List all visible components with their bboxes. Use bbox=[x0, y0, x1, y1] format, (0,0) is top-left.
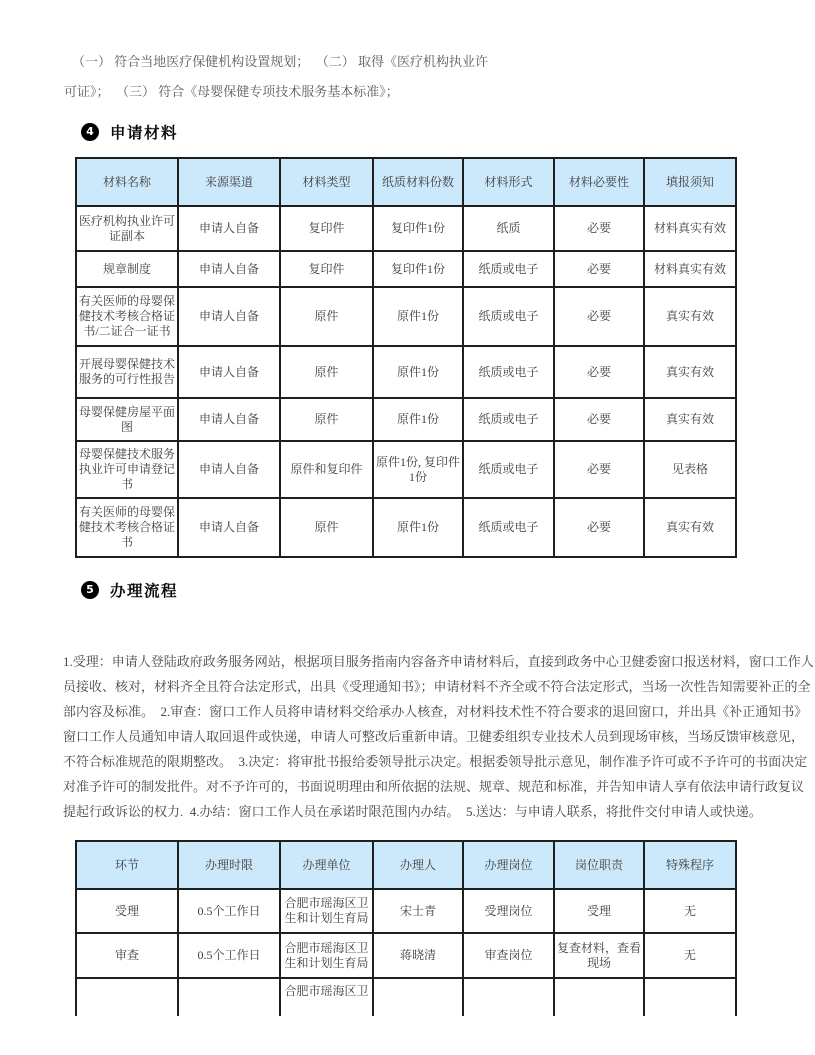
process-table-clip-region bbox=[75, 840, 739, 1016]
materials-table bbox=[75, 157, 737, 558]
intro-line: 可证》； （三） 符合《母婴保健专项技术服务基本标准》； bbox=[64, 84, 399, 99]
table-cell bbox=[463, 978, 554, 1016]
table-cell: 纸质或电子 bbox=[463, 398, 554, 441]
table-cell: 纸质 bbox=[463, 206, 554, 251]
table-cell: 原件 bbox=[280, 398, 373, 441]
table-cell: 申请人自备 bbox=[178, 287, 280, 346]
table-cell: 申请人自备 bbox=[178, 346, 280, 398]
table-row bbox=[76, 498, 736, 557]
section-heading-materials bbox=[81, 122, 178, 141]
process-description bbox=[63, 649, 815, 824]
table-row bbox=[76, 978, 736, 1016]
table-cell: 申请人自备 bbox=[178, 206, 280, 251]
table-cell: 复印件1份 bbox=[373, 206, 463, 251]
table-cell: 合肥市瑶海区卫生和计划生育局 bbox=[280, 933, 373, 978]
table-cell: 蒋晓清 bbox=[373, 933, 463, 978]
column-header: 特殊程序 bbox=[644, 841, 736, 889]
table-cell: 开展母婴保健技术服务的可行性报告 bbox=[76, 346, 178, 398]
table-cell: 真实有效 bbox=[644, 346, 736, 398]
table-cell: 见表格 bbox=[644, 441, 736, 498]
table-cell: 必要 bbox=[554, 206, 644, 251]
column-header: 环节 bbox=[76, 841, 178, 889]
column-header: 纸质材料份数 bbox=[373, 158, 463, 206]
column-header: 办理时限 bbox=[178, 841, 280, 889]
intro-paragraph bbox=[64, 47, 804, 107]
table-cell: 纸质或电子 bbox=[463, 441, 554, 498]
process-line: 不符合标准规范的限期整改。 3.决定：将审批书报给委领导批示决定。根据委领导批示意见，制作准予许可或不予许可的书面决定 bbox=[63, 754, 808, 769]
table-cell: 原件 bbox=[280, 287, 373, 346]
table-header-row bbox=[76, 158, 736, 206]
table-cell: 审查岗位 bbox=[463, 933, 554, 978]
table-cell: 纸质或电子 bbox=[463, 251, 554, 287]
table-cell: 材料真实有效 bbox=[644, 206, 736, 251]
section-title: 申请材料 bbox=[110, 124, 179, 142]
table-cell: 纸质或电子 bbox=[463, 498, 554, 557]
process-line: 员接收、核对，材料齐全且符合法定形式，出具《受理通知书》；申请材料不齐全或不符合法定形式，当场一次性告知需要补正的全 bbox=[63, 679, 811, 694]
table-cell: 原件和复印件 bbox=[280, 441, 373, 498]
table-cell: 纸质或电子 bbox=[463, 346, 554, 398]
table-cell: 0.5个工作日 bbox=[178, 889, 280, 933]
table-cell: 必要 bbox=[554, 498, 644, 557]
table-cell: 复印件 bbox=[280, 206, 373, 251]
table-cell: 复印件1份 bbox=[373, 251, 463, 287]
section-heading-process bbox=[81, 580, 178, 599]
table-cell: 必要 bbox=[554, 251, 644, 287]
column-header: 办理单位 bbox=[280, 841, 373, 889]
process-line: 对准予许可的制发批件。对不予许可的，书面说明理由和所依据的法规、规章、规范和标准，并告知申请人享有依法申请行政复议 bbox=[63, 779, 805, 794]
process-line: 1.受理：申请人登陆政府政务服务网站，根据项目服务指南内容备齐申请材料后，直接到政务中心卫健委窗口报送材料，窗口工作人 bbox=[63, 654, 814, 669]
table-row bbox=[76, 398, 736, 441]
table-cell: 医疗机构执业许可证副本 bbox=[76, 206, 178, 251]
table-cell: 母婴保健房屋平面图 bbox=[76, 398, 178, 441]
table-cell: 原件 bbox=[280, 346, 373, 398]
table-row bbox=[76, 251, 736, 287]
table-cell: 受理岗位 bbox=[463, 889, 554, 933]
process-table bbox=[75, 840, 737, 1016]
table-cell bbox=[644, 978, 736, 1016]
table-cell: 纸质或电子 bbox=[463, 287, 554, 346]
table-cell: 必要 bbox=[554, 441, 644, 498]
section-number-badge: 4 bbox=[81, 123, 99, 141]
table-cell bbox=[554, 978, 644, 1016]
table-cell: 合肥市瑶海区卫生和计划生育局 bbox=[280, 889, 373, 933]
table-cell: 申请人自备 bbox=[178, 498, 280, 557]
section-number-badge: 5 bbox=[81, 581, 99, 599]
column-header: 材料名称 bbox=[76, 158, 178, 206]
table-cell: 原件 bbox=[280, 498, 373, 557]
table-row bbox=[76, 441, 736, 498]
table-cell: 真实有效 bbox=[644, 398, 736, 441]
column-header: 材料必要性 bbox=[554, 158, 644, 206]
table-cell: 有关医师的母婴保健技术考核合格证书 bbox=[76, 498, 178, 557]
table-row bbox=[76, 206, 736, 251]
table-cell: 复印件 bbox=[280, 251, 373, 287]
table-cell: 材料真实有效 bbox=[644, 251, 736, 287]
column-header: 办理人 bbox=[373, 841, 463, 889]
table-cell: 原件1份, 复印件1份 bbox=[373, 441, 463, 498]
table-cell: 宋士青 bbox=[373, 889, 463, 933]
column-header: 来源渠道 bbox=[178, 158, 280, 206]
table-cell: 无 bbox=[644, 889, 736, 933]
column-header: 办理岗位 bbox=[463, 841, 554, 889]
table-cell: 必要 bbox=[554, 346, 644, 398]
process-line: 窗口工作人员通知申请人取回退件或快递，申请人可整改后重新申请。卫健委组织专业技术人员到现场审核，当场反馈审核意见， bbox=[63, 729, 805, 744]
table-cell: 母婴保健技术服务执业许可申请登记书 bbox=[76, 441, 178, 498]
table-row bbox=[76, 346, 736, 398]
table-cell: 无 bbox=[644, 933, 736, 978]
process-line: 部内容及标准。 2.审查：窗口工作人员将申请材料交给承办人核查，对材料技术性不符合要求的退回窗口，并出具《补正通知书》 bbox=[63, 704, 808, 719]
table-cell bbox=[76, 978, 178, 1016]
table-cell: 原件1份 bbox=[373, 287, 463, 346]
table-cell: 审查 bbox=[76, 933, 178, 978]
table-cell: 真实有效 bbox=[644, 498, 736, 557]
table-cell bbox=[178, 978, 280, 1016]
table-cell: 合肥市瑶海区卫 bbox=[280, 978, 373, 1016]
column-header: 材料类型 bbox=[280, 158, 373, 206]
table-cell: 0.5个工作日 bbox=[178, 933, 280, 978]
table-cell: 复查材料，查看现场 bbox=[554, 933, 644, 978]
table-cell: 有关医师的母婴保健技术考核合格证书/二证合一证书 bbox=[76, 287, 178, 346]
column-header: 填报须知 bbox=[644, 158, 736, 206]
table-cell: 原件1份 bbox=[373, 346, 463, 398]
table-cell: 原件1份 bbox=[373, 398, 463, 441]
table-cell: 受理 bbox=[554, 889, 644, 933]
table-cell: 申请人自备 bbox=[178, 398, 280, 441]
column-header: 材料形式 bbox=[463, 158, 554, 206]
process-line: 提起行政诉讼的权力. 4.办结：窗口工作人员在承诺时限范围内办结。 5.送达：与申请人联系，将批件交付申请人或快递。 bbox=[63, 804, 762, 819]
table-cell bbox=[373, 978, 463, 1016]
table-cell: 申请人自备 bbox=[178, 251, 280, 287]
intro-line: （一） 符合当地医疗保健机构设置规划； （二） 取得《医疗机构执业许 bbox=[72, 54, 489, 69]
table-cell: 申请人自备 bbox=[178, 441, 280, 498]
table-cell: 原件1份 bbox=[373, 498, 463, 557]
column-header: 岗位职责 bbox=[554, 841, 644, 889]
table-row bbox=[76, 889, 736, 933]
section-title: 办理流程 bbox=[110, 582, 179, 600]
table-row bbox=[76, 933, 736, 978]
table-cell: 必要 bbox=[554, 287, 644, 346]
table-cell: 规章制度 bbox=[76, 251, 178, 287]
table-row bbox=[76, 287, 736, 346]
table-cell: 真实有效 bbox=[644, 287, 736, 346]
table-header-row bbox=[76, 841, 736, 889]
table-cell: 必要 bbox=[554, 398, 644, 441]
table-cell: 受理 bbox=[76, 889, 178, 933]
